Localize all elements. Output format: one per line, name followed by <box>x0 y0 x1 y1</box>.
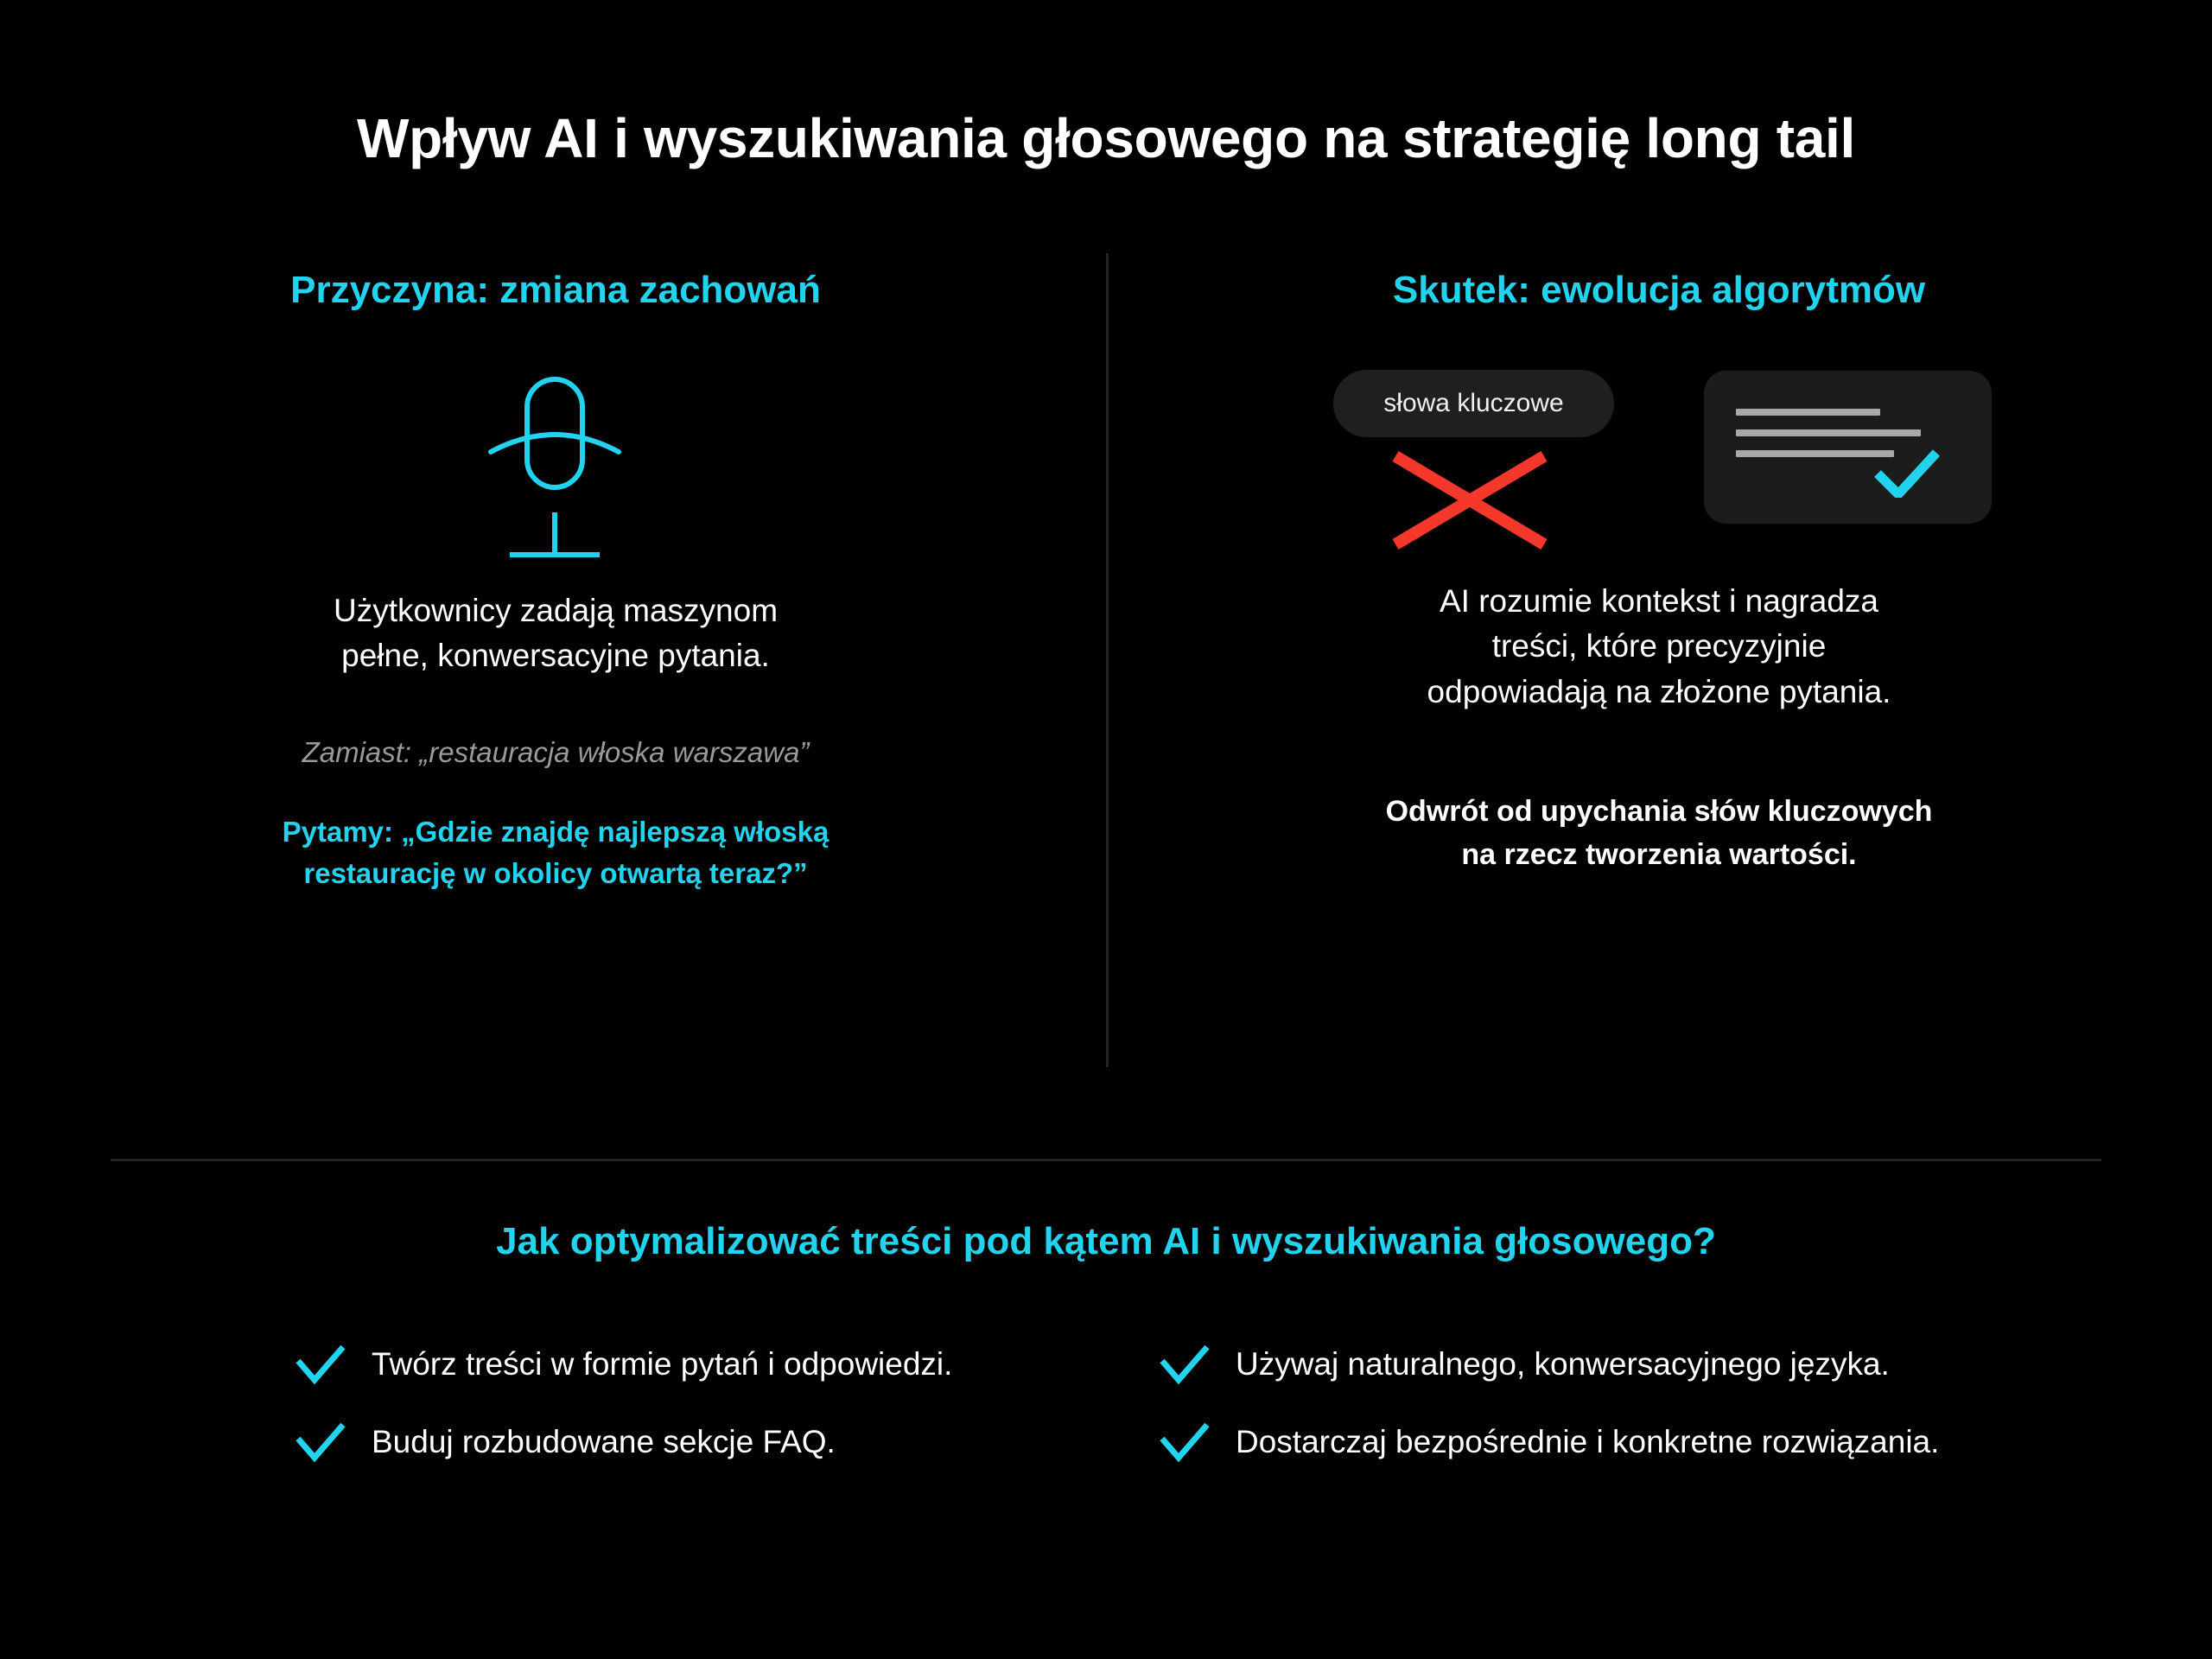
checklist-item <box>294 1344 1158 1385</box>
left-body-line-1: Użytkownicy zadają maszynom <box>333 592 779 628</box>
card-text-line-1 <box>1736 409 1880 416</box>
check-icon <box>294 1344 347 1385</box>
left-column <box>67 268 1044 894</box>
check-icon <box>294 1421 347 1463</box>
checklist-item-label: Dostarczaj bezpośrednie i konkretne rozwiązania. <box>1236 1423 1940 1459</box>
card-text-line-2 <box>1736 429 1921 436</box>
right-strong-line-1: Odwrót od upychania słów kluczowych <box>1385 795 1933 829</box>
check-icon <box>1158 1421 1211 1463</box>
red-cross-icon <box>1387 449 1553 551</box>
rejected-indicator <box>1387 449 1553 556</box>
check-icon <box>1872 448 1942 498</box>
algorithm-graphic <box>1171 353 2147 569</box>
new-query-example <box>67 811 1044 894</box>
new-query-line-2: restaurację w okolicy otwartą teraz?” <box>303 856 808 889</box>
left-column-heading: Przyczyna: zmiana zachowań <box>290 269 821 311</box>
left-body-text <box>67 588 1044 679</box>
checklist-item-label: Używaj naturalnego, konwersacyjnego języka. <box>1236 1345 1890 1382</box>
horizontal-divider <box>111 1159 2101 1161</box>
old-query-example: Zamiast: „restauracja włoska warszawa” <box>302 735 810 768</box>
optimization-checklist <box>294 1344 2100 1463</box>
right-column-heading: Skutek: ewolucja algorytmów <box>1392 269 1926 311</box>
right-column <box>1171 268 2147 876</box>
checklist-item <box>1158 1421 2100 1463</box>
right-body-text <box>1171 579 2147 715</box>
keyword-pill <box>1333 370 1614 437</box>
new-query-line-1: Pytamy: „Gdzie znajdę najlepszą włoską <box>282 816 830 849</box>
keyword-pill-label: słowa kluczowe <box>1383 388 1564 417</box>
right-body-line-2: treści, które precyzyjnie <box>1491 628 1827 664</box>
content-card <box>1704 371 1992 524</box>
right-body-line-1: AI rozumie kontekst i nagradza <box>1440 582 1878 619</box>
card-approved-indicator <box>1872 448 1942 502</box>
check-icon <box>1158 1344 1211 1385</box>
left-body-line-2: pełne, konwersacyjne pytania. <box>341 638 770 674</box>
microphone-graphic <box>67 364 1044 580</box>
bottom-section-heading: Jak optymalizować treści pod kątem AI i wyszukiwania głosowego? <box>496 1220 1716 1262</box>
right-strong-line-2: na rzecz tworzenia wartości. <box>1461 837 1857 871</box>
right-body-line-3: odpowiadają na złożone pytania. <box>1427 673 1891 709</box>
right-strong-note <box>1171 791 2147 876</box>
card-text-line-3 <box>1736 450 1894 457</box>
microphone-icon <box>474 372 638 571</box>
checklist-item-label: Twórz treści w formie pytań i odpowiedzi. <box>372 1345 953 1382</box>
vertical-divider <box>1106 253 1109 1067</box>
checklist-item <box>294 1421 1158 1463</box>
checklist-item-label: Buduj rozbudowane sekcje FAQ. <box>372 1423 836 1459</box>
page-title: Wpływ AI i wyszukiwania głosowego na strategię long tail <box>356 106 1855 169</box>
checklist-item <box>1158 1344 2100 1385</box>
